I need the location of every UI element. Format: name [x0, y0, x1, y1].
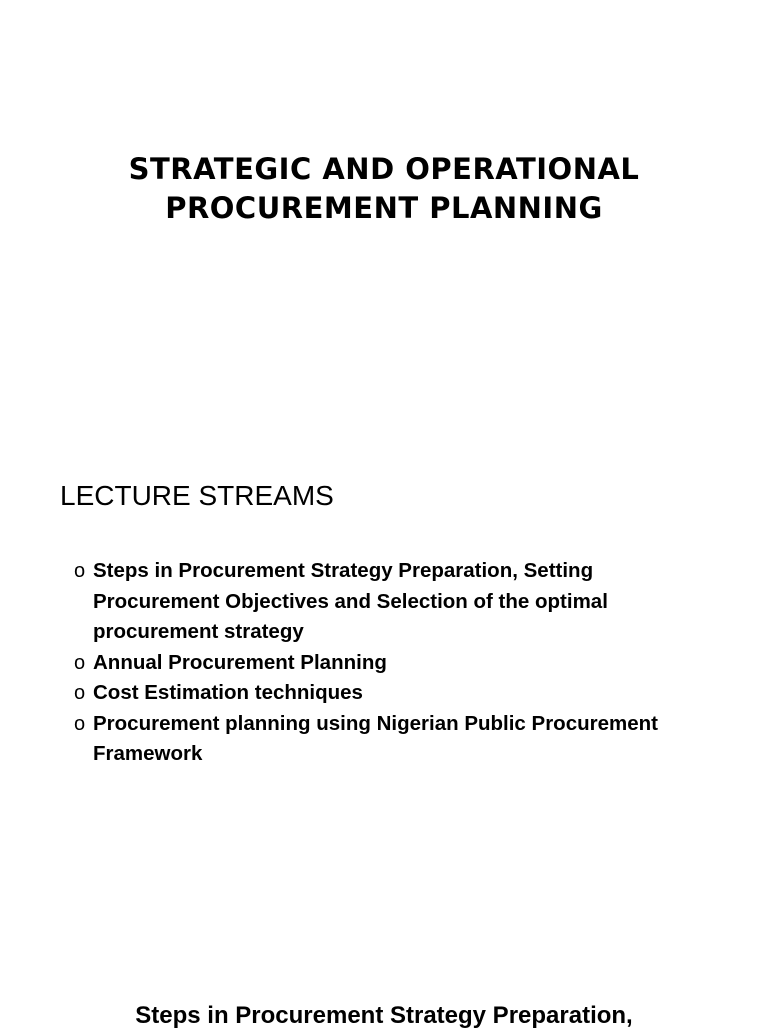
list-item — [74, 678, 694, 709]
slide-title — [0, 150, 768, 228]
bullet-circle-icon: o — [74, 651, 86, 674]
list-item-text: Procurement planning using Nigerian Public Procurement Framework — [93, 711, 658, 765]
list-item-text: Steps in Procurement Strategy Preparation, Setting Procurement Objectives and Selection of the optimal procurement strategy — [93, 559, 608, 643]
bullet-circle-icon: o — [74, 712, 86, 735]
slide-title-line-2: PROCUREMENT PLANNING — [165, 191, 603, 225]
next-slide-heading: Steps in Procurement Strategy Preparation, — [135, 1002, 633, 1029]
list-item — [74, 709, 694, 770]
slide-title-line-1: STRATEGIC AND OPERATIONAL — [128, 152, 640, 186]
list-item-text: Annual Procurement Planning — [93, 650, 387, 674]
lecture-streams-list — [74, 556, 694, 770]
lecture-streams-heading: LECTURE STREAMS — [60, 480, 334, 511]
list-item — [74, 556, 694, 648]
bullet-circle-icon: o — [74, 560, 86, 582]
list-item — [74, 648, 694, 679]
list-item-text: Cost Estimation techniques — [93, 681, 363, 704]
bullet-circle-icon: o — [74, 682, 86, 704]
